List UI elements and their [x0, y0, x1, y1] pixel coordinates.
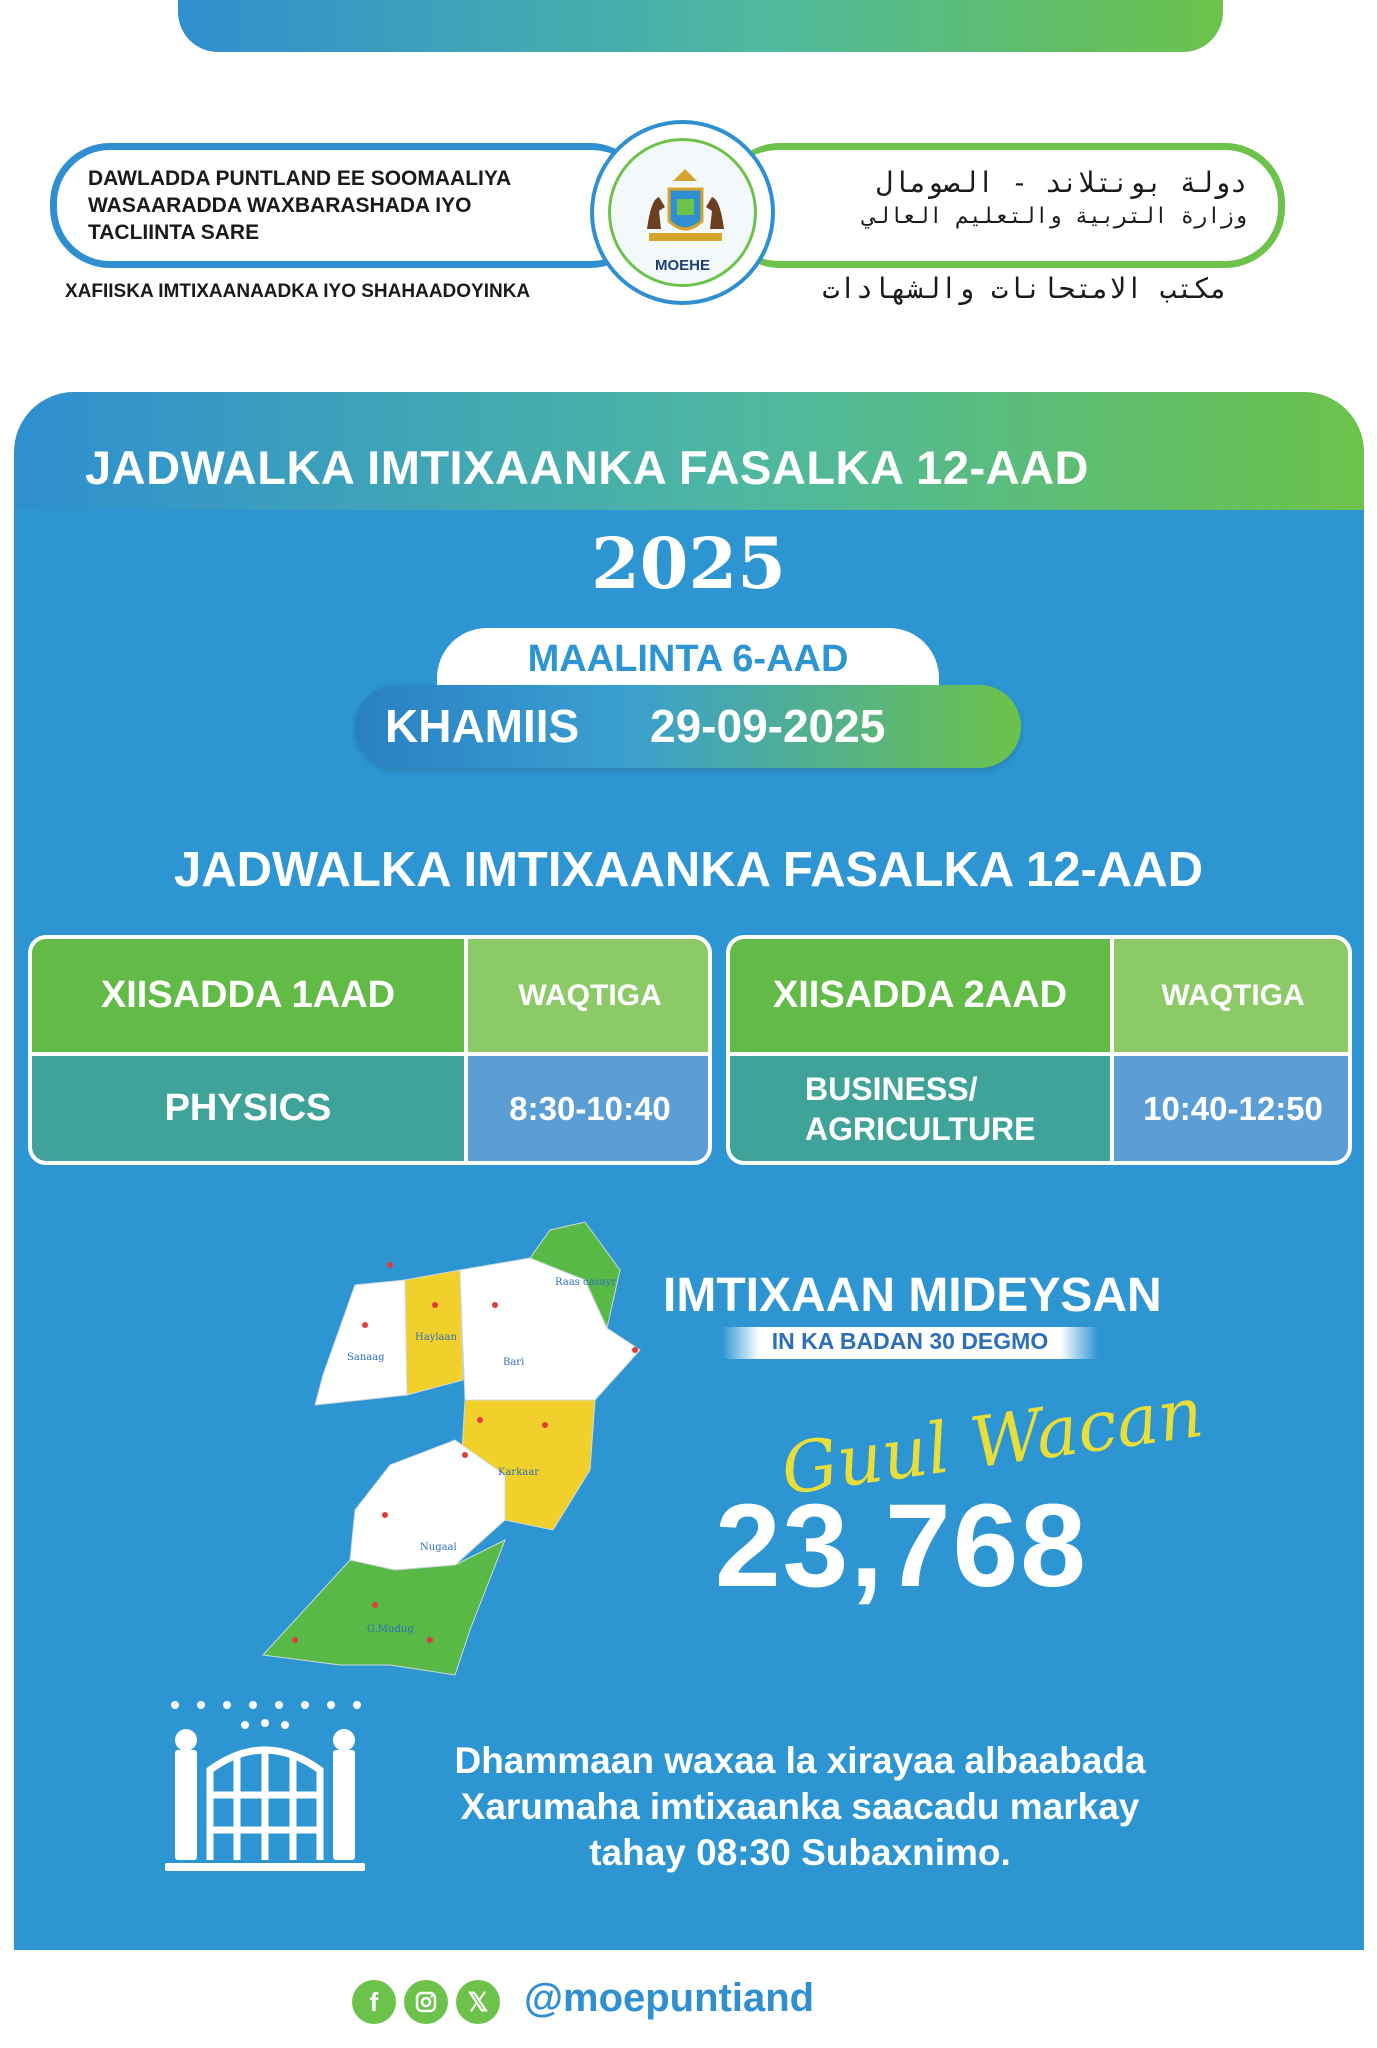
map-label-karkaar: Karkaar [498, 1467, 539, 1478]
session-2-header: XIISADDA 2AAD [730, 939, 1110, 1052]
social-icons [352, 1980, 500, 2024]
session-2-time-header: WAQTIGA [1114, 939, 1352, 1052]
candidate-count: 23,768 [715, 1480, 1088, 1612]
top-gradient-bar [178, 0, 1223, 52]
session-1-table [28, 935, 712, 1165]
session-2-subject-line-1: BUSINESS/ [805, 1070, 978, 1107]
weekday-label: KHAMIIS [385, 700, 580, 752]
notice-line-2: Xarumaha imtixaanka saacadu markay [460, 1786, 1140, 1827]
page-title: JADWALKA IMTIXAANKA FASALKA 12-AAD [85, 441, 1089, 494]
stats-headline: IMTIXAAN MIDEYSAN [663, 1269, 1162, 1322]
header-arabic-line-2: وزارة التربية والتعليم العالي [862, 204, 1247, 229]
map-label-haylaan: Haylaan [415, 1332, 457, 1343]
office-name-somali: XAFIISKA IMTIXAANAADKA IYO SHAHAADOYINKA [65, 281, 531, 302]
session-2-time: 10:40-12:50 [1114, 1056, 1352, 1161]
map-pin [632, 1347, 638, 1353]
header-arabic-line-1: دولة بونتلاند - الصومال [876, 166, 1247, 199]
map-pin [372, 1602, 378, 1608]
map-label-sanaag: Sanaag [347, 1352, 385, 1363]
session-1-subject: PHYSICS [32, 1056, 464, 1161]
map-pin [477, 1417, 483, 1423]
good-luck-script: Guul Wacan [776, 1370, 1208, 1512]
map-pin [492, 1302, 498, 1308]
header-arabic-text [727, 165, 1247, 233]
facebook-icon[interactable]: f [352, 1980, 396, 2024]
session-2-subject [730, 1056, 1110, 1161]
map-label-bari: Bari [503, 1357, 525, 1368]
puntland-map [255, 1210, 675, 1680]
map-pin [427, 1637, 433, 1643]
header-line-2: WASAARADDA WAXBARASHADA IYO [88, 194, 472, 217]
header-line-3: TACLIINTA SARE [88, 221, 260, 244]
session-1-header: XIISADDA 1AAD [32, 939, 464, 1052]
logo-seal [608, 138, 757, 287]
map-pin [432, 1302, 438, 1308]
session-2-table [726, 935, 1352, 1165]
notice-line-3: tahay 08:30 Subaxnimo. [589, 1832, 1011, 1873]
social-handle[interactable]: @moepuntiand [524, 1976, 815, 2020]
x-icon[interactable]: 𝕏 [456, 1980, 500, 2024]
instagram-icon[interactable] [404, 1980, 448, 2024]
map-pin [462, 1452, 468, 1458]
emblem-icon [629, 159, 742, 259]
map-pin [387, 1262, 393, 1268]
schedule-title: JADWALKA IMTIXAANKA FASALKA 12-AAD [174, 843, 1203, 897]
ministry-logo [590, 120, 775, 305]
map-pin [542, 1422, 548, 1428]
map-label-mudug: G.Mudug [367, 1624, 414, 1635]
gate-icon [165, 1695, 365, 1880]
office-name-arabic: مكتب الامتحانات والشهادات [822, 272, 1227, 305]
session-1-time: 8:30-10:40 [468, 1056, 712, 1161]
header-somali-text [88, 165, 608, 246]
map-label-raas-casayr: Raas casayr [555, 1277, 617, 1288]
day-label: MAALINTA 6-AAD [527, 638, 849, 680]
year-label: 2025 [591, 522, 786, 605]
header-line-1: DAWLADDA PUNTLAND EE SOOMAALIYA [88, 167, 512, 190]
notice-line-1: Dhammaan waxaa la xirayaa albaabada [454, 1740, 1146, 1781]
session-1-time-header: WAQTIGA [468, 939, 712, 1052]
logo-label: MOEHE [654, 257, 710, 274]
gate-notice [380, 1738, 1220, 1876]
map-pin [292, 1637, 298, 1643]
session-2-subject-line-2: AGRICULTURE [805, 1110, 1036, 1147]
map-pin [382, 1512, 388, 1518]
date-value: 29-09-2025 [650, 700, 886, 752]
map-pin [362, 1322, 368, 1328]
stats-subline: IN KA BADAN 30 DEGMO [771, 1328, 1049, 1354]
map-region-sanaag [315, 1280, 407, 1405]
map-label-nugaal: Nugaal [420, 1542, 457, 1553]
